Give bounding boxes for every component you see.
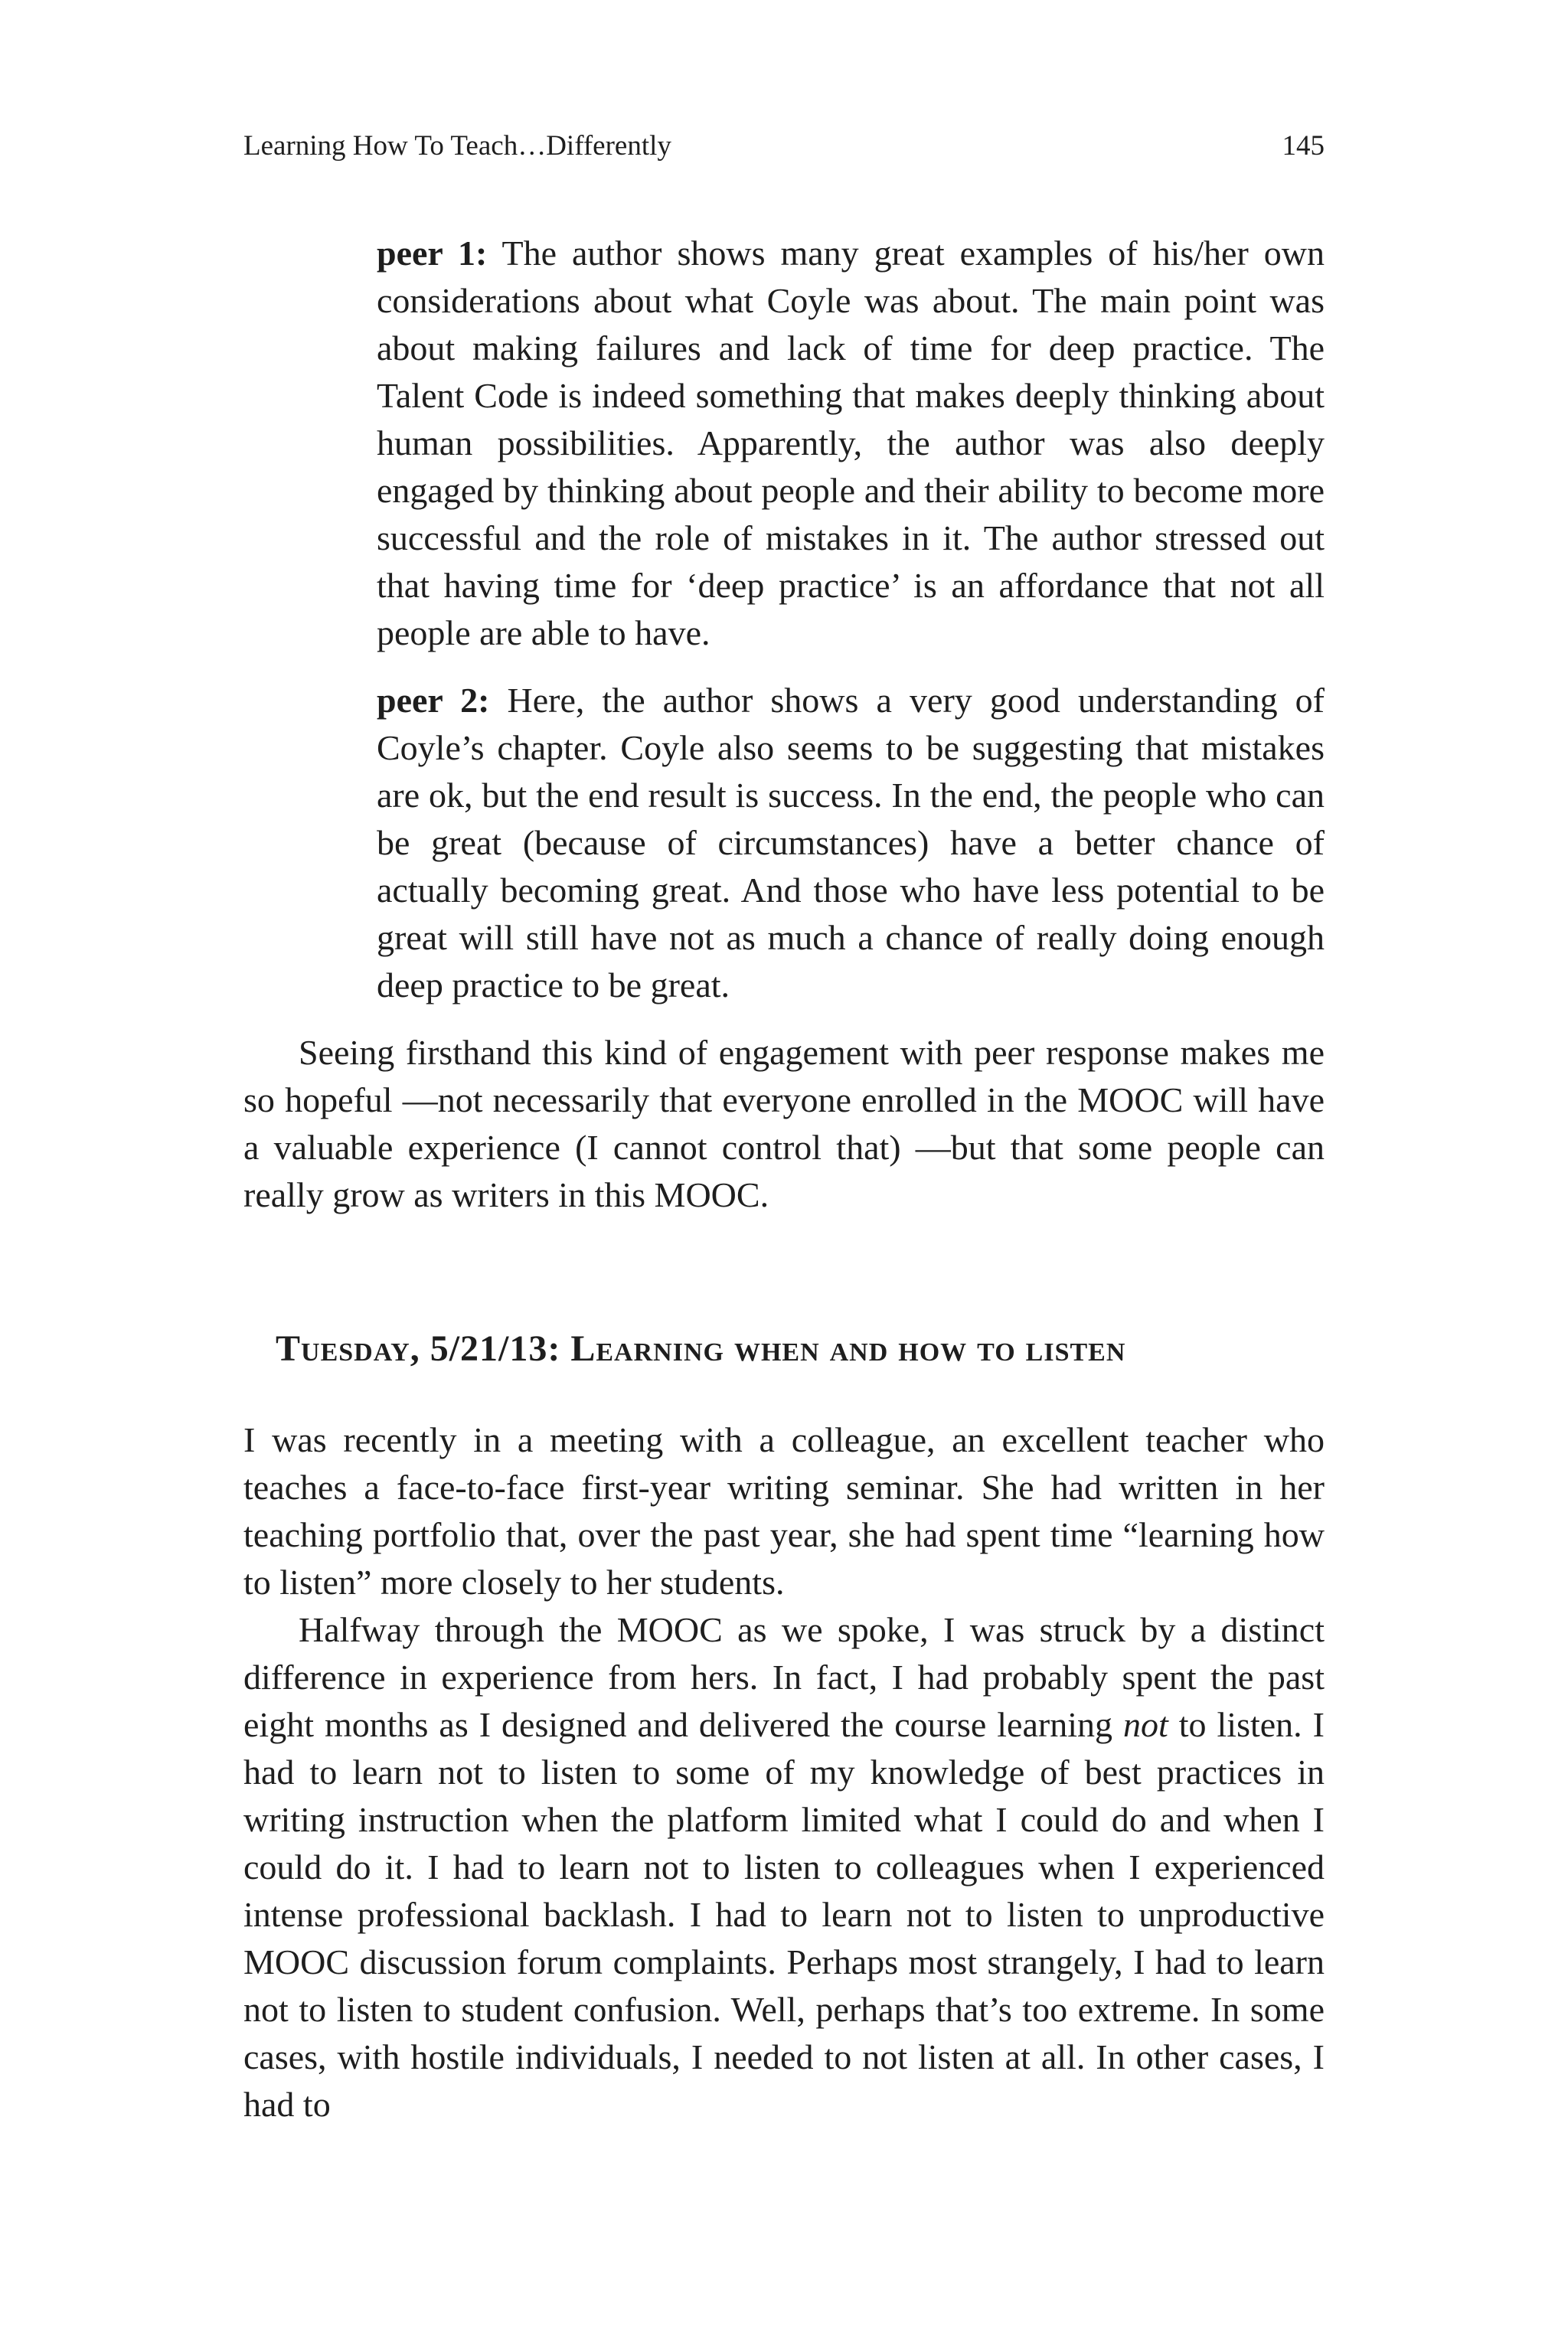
- peer-quote: [377, 230, 1325, 657]
- quoted-responses-block: [243, 230, 1325, 1219]
- section-heading: Tuesday, 5/21/13: Learning when and how to listen: [276, 1328, 1126, 1369]
- peer-quote-text: The author shows many great examples of his/her own considerations about what Coyle was about. The main point was about making failures and lack of time for deep practice. The Talent Code is indeed something that makes deeply thinking about human possibilities. Apparently, the author was also deeply engaged by thinking about people and their ability to become more successful and the role of mistakes in it. The author stressed out that having time for ‘deep practice’ is an affordance that not all people are able to have.: [377, 234, 1325, 652]
- running-head-title: Learning How To Teach…Differently: [243, 130, 671, 162]
- body-paragraph: [243, 1606, 1325, 2128]
- reflection-paragraph: Seeing firsthand this kind of engagement with peer response makes me so hopeful —not necessarily that everyone enrolled in the MOOC will have a valuable experience (I cannot control that) —but that some people can really grow as writers in this MOOC.: [243, 1033, 1325, 1214]
- peer-quote-label: peer 2:: [377, 681, 490, 720]
- body-paragraph: I was recently in a meeting with a colleague, an excellent teacher who teaches a face-to-face first-year writing seminar. She had written in her teaching portfolio that, over the past year, she had spent time “learning how to listen” more closely to her students.: [243, 1420, 1325, 1602]
- peer-quote-label: peer 1:: [377, 234, 488, 273]
- body-text: to listen. I had to learn not to listen to some of my knowledge of best practices in writing instruction when the platform limited what I could do and when I could do it. I had to learn not to listen to colleagues when I experienced intense professional backlash. I had to learn not to listen to unproductive MOOC discussion forum complaints. Perhaps most strangely, I had to learn not to listen to student confusion. Well, perhaps that’s too extreme. In some cases, with hostile individuals, I needed to not listen at all. In other cases, I had to: [243, 1705, 1325, 2124]
- body-text: Halfway through the MOOC as we spoke, I was struck by a distinct difference in experience from hers. In fact, I had probably spent the past eight months as I designed and delivered the course learning: [243, 1610, 1325, 1744]
- page-number: 145: [1282, 130, 1325, 162]
- running-head: [243, 127, 1325, 165]
- peer-quote: [377, 677, 1325, 1009]
- emphasis-text: not: [1122, 1705, 1168, 1744]
- section-body: [243, 1416, 1325, 2128]
- peer-quote-text: Here, the author shows a very good understanding of Coyle’s chapter. Coyle also seems to be suggesting that mistakes are ok, but the end result is success. In the end, the people who can be great (because of circumstances) have a better chance of actually becoming great. And those who have less potential to be great will still have not as much a chance of really doing enough deep practice to be great.: [377, 681, 1325, 1004]
